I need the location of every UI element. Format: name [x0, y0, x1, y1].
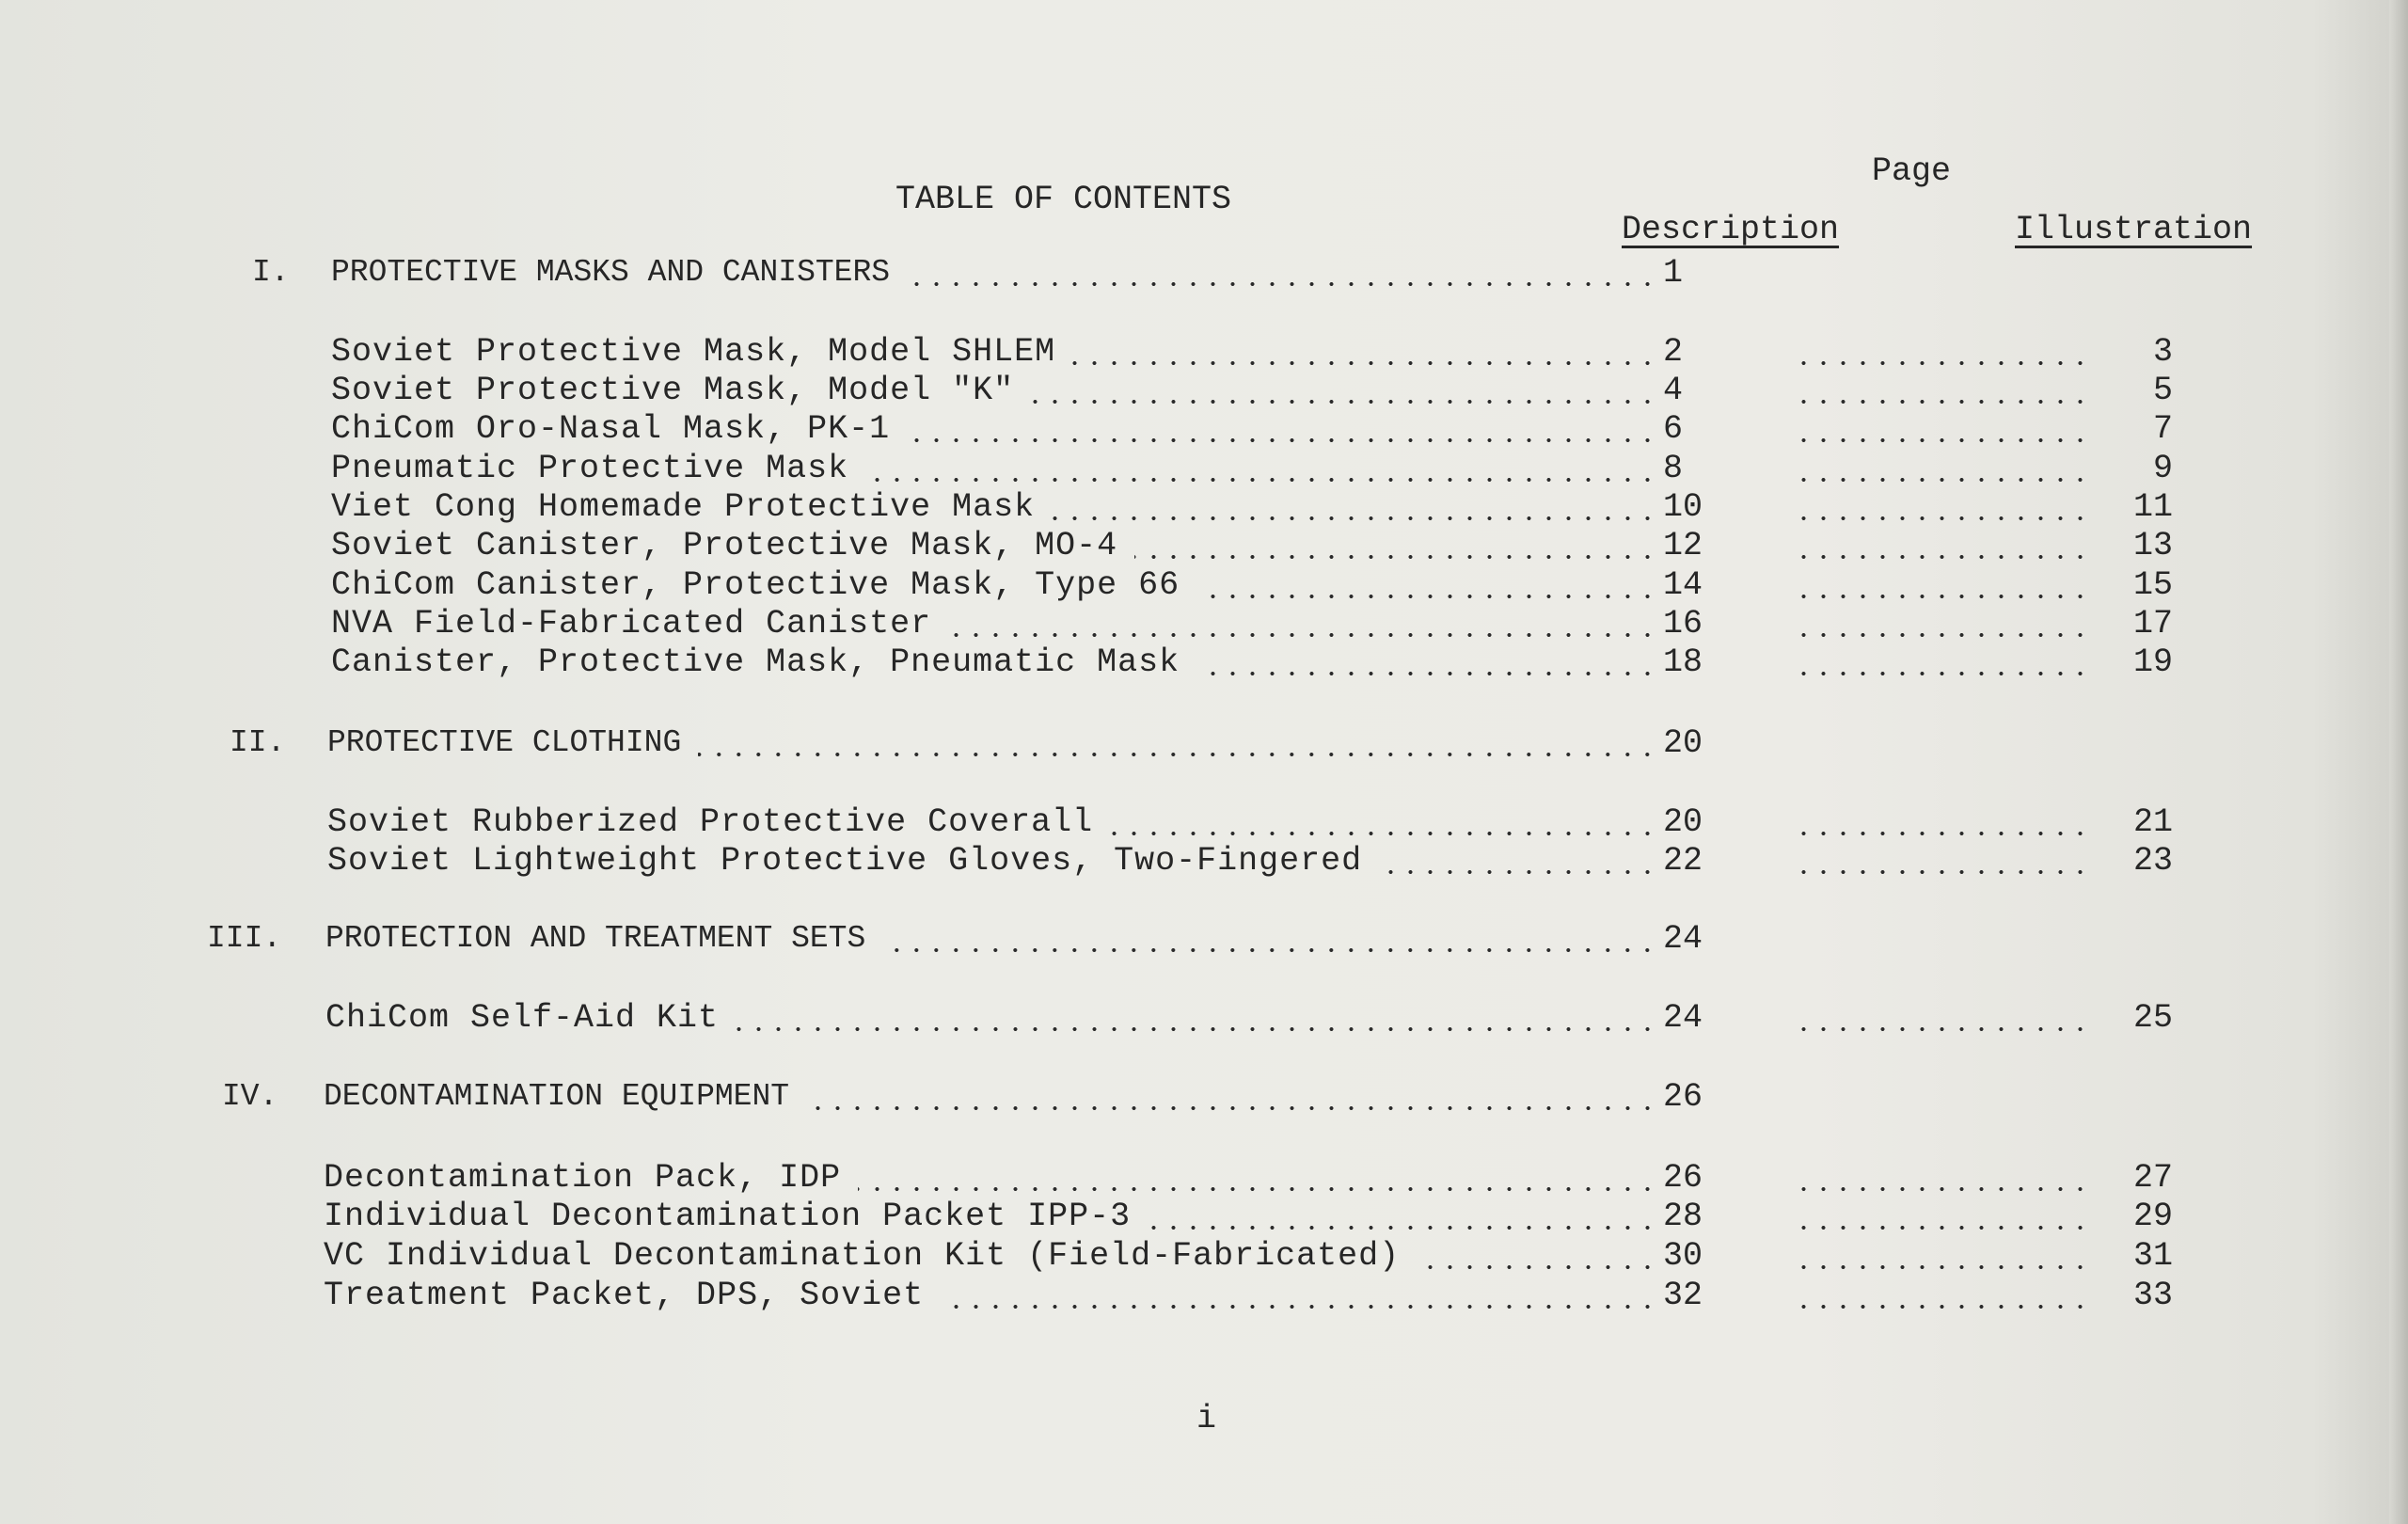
leader-dots: [1793, 1027, 2090, 1031]
leader-dots: [1793, 870, 2090, 874]
leader-dots: [1196, 672, 1657, 675]
toc-entry-label: Treatment Packet, DPS, Soviet: [324, 1277, 925, 1314]
toc-entry-label: Soviet Lightweight Protective Gloves, Two-Fingered: [327, 842, 1363, 880]
illustration-page-number: 21: [2132, 803, 2173, 841]
description-page-number: 28: [1663, 1198, 1703, 1235]
leader-dots: [1417, 1265, 1657, 1269]
description-column-header: Description: [1622, 211, 1840, 248]
description-page-number: 30: [1663, 1237, 1703, 1275]
section-title: DECONTAMINATION EQUIPMENT: [324, 1079, 790, 1114]
description-page-number: 4: [1663, 372, 1684, 409]
illustration-page-number: 5: [2152, 372, 2173, 409]
toc-title: TABLE OF CONTENTS: [895, 181, 1232, 218]
description-page-number: 20: [1663, 803, 1703, 841]
leader-dots: [882, 948, 1657, 952]
toc-entry-label: Soviet Rubberized Protective Coverall: [327, 803, 1094, 841]
illustration-page-number: 23: [2132, 842, 2173, 880]
leader-dots: [1793, 516, 2090, 520]
leader-dots: [1196, 595, 1657, 598]
leader-dots: [941, 1305, 1657, 1309]
illustration-page-number: 31: [2132, 1237, 2173, 1275]
section-page-number: 1: [1663, 254, 1684, 292]
description-page-number: 14: [1663, 566, 1703, 604]
leader-dots: [907, 438, 1657, 442]
toc-entry-label: Viet Cong Homemade Protective Mask: [331, 488, 1036, 526]
leader-dots: [1793, 1226, 2090, 1230]
leader-dots: [1793, 1265, 2090, 1269]
illustration-page-number: 3: [2152, 333, 2173, 371]
illustration-page-number: 15: [2132, 566, 2173, 604]
leader-dots: [1134, 555, 1657, 559]
leader-dots: [1793, 672, 2090, 675]
leader-dots: [907, 282, 1657, 286]
description-page-number: 32: [1663, 1277, 1703, 1314]
section-title: PROTECTION AND TREATMENT SETS: [325, 921, 866, 956]
toc-entry-label: Individual Decontamination Packet IPP-3: [324, 1198, 1132, 1235]
section-numeral: II.: [230, 725, 286, 760]
description-page-number: 10: [1663, 488, 1703, 526]
illustration-page-number: 9: [2152, 450, 2173, 487]
toc-entry-label: Pneumatic Protective Mask: [331, 450, 849, 487]
leader-dots: [1052, 516, 1657, 520]
description-page-number: 2: [1663, 333, 1684, 371]
illustration-page-number: 13: [2132, 527, 2173, 564]
section-numeral: III.: [207, 921, 282, 956]
toc-entry-label: Soviet Protective Mask, Model SHLEM: [331, 333, 1056, 371]
toc-entry-label: VC Individual Decontamination Kit (Field-Fabricated): [324, 1237, 1401, 1275]
page-column-label: Page: [1872, 152, 1952, 190]
page-number: i: [1196, 1400, 1217, 1437]
illustration-page-number: 7: [2152, 410, 2173, 448]
leader-dots: [736, 1027, 1657, 1031]
section-page-number: 20: [1663, 724, 1703, 762]
toc-entry-label: ChiCom Canister, Protective Mask, Type 66: [331, 566, 1180, 604]
illustration-page-number: 11: [2132, 488, 2173, 526]
toc-entry-label: NVA Field-Fabricated Canister: [331, 605, 932, 643]
leader-dots: [865, 478, 1657, 482]
description-page-number: 8: [1663, 450, 1684, 487]
section-title: PROTECTIVE CLOTHING: [327, 725, 682, 760]
leader-dots: [698, 753, 1657, 756]
toc-entry-label: ChiCom Oro-Nasal Mask, PK-1: [331, 410, 891, 448]
description-page-number: 16: [1663, 605, 1703, 643]
leader-dots: [1793, 1187, 2090, 1191]
leader-dots: [1793, 595, 2090, 598]
leader-dots: [1793, 555, 2090, 559]
illustration-page-number: 19: [2132, 643, 2173, 681]
illustration-page-number: 33: [2132, 1277, 2173, 1314]
page-edge-shadow: [2389, 0, 2408, 1524]
illustration-column-header: Illustration: [2015, 211, 2253, 248]
leader-dots: [1110, 832, 1657, 835]
leader-dots: [1072, 361, 1657, 365]
toc-entry-label: Canister, Protective Mask, Pneumatic Mask: [331, 643, 1180, 681]
leader-dots: [1379, 870, 1657, 874]
illustration-page-number: 29: [2132, 1198, 2173, 1235]
leader-dots: [1793, 832, 2090, 835]
section-title: PROTECTIVE MASKS AND CANISTERS: [331, 255, 891, 290]
leader-dots: [1148, 1226, 1657, 1230]
leader-dots: [1031, 400, 1657, 404]
description-page-number: 22: [1663, 842, 1703, 880]
section-page-number: 24: [1663, 920, 1703, 958]
leader-dots: [806, 1106, 1657, 1110]
description-page-number: 24: [1663, 999, 1703, 1037]
toc-entry-label: Soviet Canister, Protective Mask, MO-4: [331, 527, 1118, 564]
leader-dots: [1793, 438, 2090, 442]
leader-dots: [1793, 1305, 2090, 1309]
leader-dots: [1793, 400, 2090, 404]
toc-entry-label: Decontamination Pack, IDP: [324, 1159, 842, 1197]
illustration-page-number: 25: [2132, 999, 2173, 1037]
leader-dots: [1793, 361, 2090, 365]
description-page-number: 6: [1663, 410, 1684, 448]
leader-dots: [858, 1187, 1657, 1191]
toc-entry-label: ChiCom Self-Aid Kit: [325, 999, 720, 1037]
leader-dots: [948, 633, 1657, 637]
toc-entry-label: Soviet Protective Mask, Model "K": [331, 372, 1015, 409]
description-page-number: 18: [1663, 643, 1703, 681]
description-page-number: 26: [1663, 1159, 1703, 1197]
section-numeral: I.: [252, 255, 290, 290]
leader-dots: [1793, 633, 2090, 637]
illustration-page-number: 27: [2132, 1159, 2173, 1197]
section-page-number: 26: [1663, 1078, 1703, 1116]
illustration-page-number: 17: [2132, 605, 2173, 643]
description-page-number: 12: [1663, 527, 1703, 564]
leader-dots: [1793, 478, 2090, 482]
section-numeral: IV.: [222, 1079, 278, 1114]
